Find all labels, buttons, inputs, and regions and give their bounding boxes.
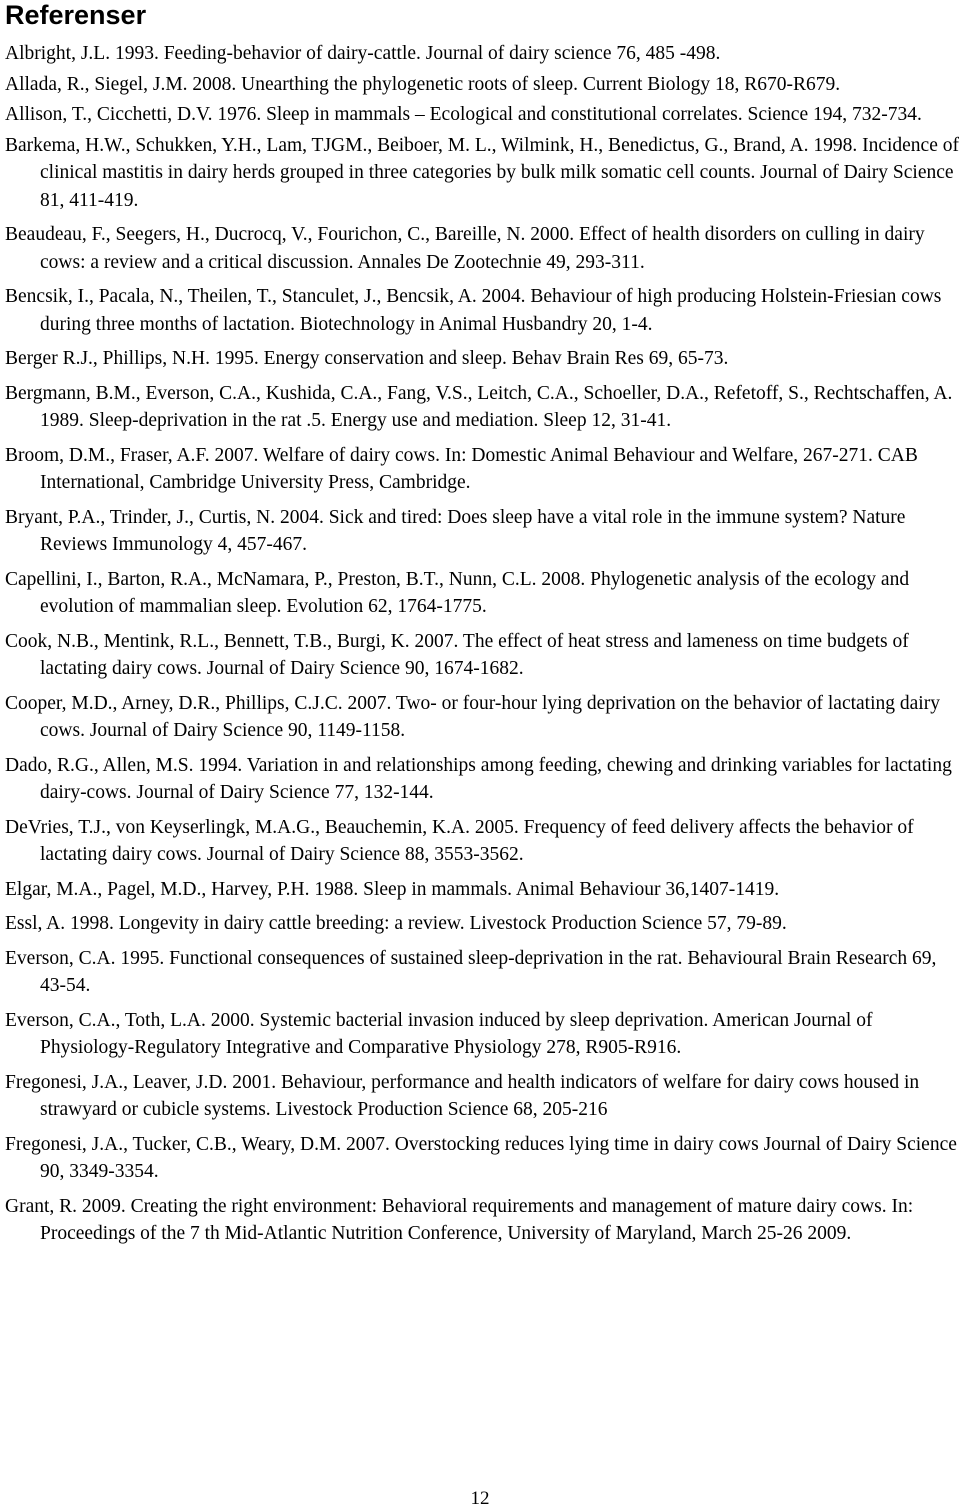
- reference-item: Dado, R.G., Allen, M.S. 1994. Variation in and relationships among feeding, chewing and drinking variables for lactating dairy-cows. Journal of Dairy Science 77, 132-144.: [5, 754, 952, 803]
- reference-item: Berger R.J., Phillips, N.H. 1995. Energy conservation and sleep. Behav Brain Res 69, 65-73.: [5, 348, 729, 369]
- reference-item: DeVries, T.J., von Keyserlingk, M.A.G., Beauchemin, K.A. 2005. Frequency of feed delivery affects the behavior of lactating dairy cows. Journal of Dairy Science 88, 3553-3562.: [5, 816, 914, 865]
- reference-item: Beaudeau, F., Seegers, H., Ducrocq, V., Fourichon, C., Bareille, N. 2000. Effect of health disorders on culling in dairy cows: a review and a critical discussion. Annales De Zootechnie 49, 293-311.: [5, 224, 925, 273]
- reference-item: Grant, R. 2009. Creating the right environment: Behavioral requirements and management of mature dairy cows. In: Proceedings of the 7 th Mid-Atlantic Nutrition Conference, University of Maryland, March 25-26 2009.: [5, 1195, 914, 1244]
- reference-item: Bergmann, B.M., Everson, C.A., Kushida, C.A., Fang, V.S., Leitch, C.A., Schoeller, D.A., Refetoff, S., Rechtschaffen, A. 1989. Sleep-deprivation in the rat .5. Energy use and mediation. Sleep 12, 31-41.: [5, 382, 953, 431]
- reference-list: [5, 40, 960, 1255]
- reference-item: Everson, C.A. 1995. Functional consequences of sustained sleep-deprivation in the rat. Behavioural Brain Research 69, 43-54.: [5, 947, 937, 996]
- reference-item: Bencsik, I., Pacala, N., Theilen, T., Stanculet, J., Bencsik, A. 2004. Behaviour of high producing Holstein-Friesian cows during three months of lactation. Biotechnology in Animal Husbandry 20, 1-4.: [5, 286, 942, 335]
- reference-item: Allada, R., Siegel, J.M. 2008. Unearthing the phylogenetic roots of sleep. Current Biology 18, R670-R679.: [5, 73, 841, 95]
- page-number: 12: [470, 1488, 490, 1509]
- reference-item: Fregonesi, J.A., Tucker, C.B., Weary, D.M. 2007. Overstocking reduces lying time in dairy cows Journal of Dairy Science 90, 3349-3354.: [5, 1133, 957, 1182]
- reference-item: Allison, T., Cicchetti, D.V. 1976. Sleep in mammals – Ecological and constitutional correlates. Science 194, 732-734.: [5, 104, 922, 125]
- reference-item: Essl, A. 1998. Longevity in dairy cattle breeding: a review. Livestock Production Science 57, 79-89.: [5, 913, 787, 934]
- reference-item: Cooper, M.D., Arney, D.R., Phillips, C.J.C. 2007. Two- or four-hour lying deprivation on the behavior of lactating dairy cows. Journal of Dairy Science 90, 1149-1158.: [5, 692, 940, 741]
- reference-item: Capellini, I., Barton, R.A., McNamara, P., Preston, B.T., Nunn, C.L. 2008. Phylogenetic analysis of the ecology and evolution of mammalian sleep. Evolution 62, 1764-1775.: [5, 568, 910, 617]
- reference-item: Albright, J.L. 1993. Feeding-behavior of dairy-cattle. Journal of dairy science 76, 485 -498.: [5, 43, 721, 64]
- reference-item: Elgar, M.A., Pagel, M.D., Harvey, P.H. 1988. Sleep in mammals. Animal Behaviour 36,1407-1419.: [5, 878, 780, 900]
- reference-item: Bryant, P.A., Trinder, J., Curtis, N. 2004. Sick and tired: Does sleep have a vital role in the immune system? Nature Reviews Immunology 4, 457-467.: [5, 506, 906, 555]
- reference-item: Broom, D.M., Fraser, A.F. 2007. Welfare of dairy cows. In: Domestic Animal Behaviour and Welfare, 267-271. CAB International, Cambridge University Press, Cambridge.: [5, 444, 918, 493]
- reference-item: Cook, N.B., Mentink, R.L., Bennett, T.B., Burgi, K. 2007. The effect of heat stress and lameness on time budgets of lactating dairy cows. Journal of Dairy Science 90, 1674-1682.: [5, 630, 909, 679]
- reference-item: Barkema, H.W., Schukken, Y.H., Lam, TJGM., Beiboer, M. L., Wilmink, H., Benedictus, G., Brand, A. 1998. Incidence of clinical mastitis in dairy herds grouped in three categories by bulk milk somatic cell counts. Journal of Dairy Science 81, 411-419.: [5, 134, 959, 211]
- page-heading: Referenser: [5, 0, 147, 30]
- reference-item: Fregonesi, J.A., Leaver, J.D. 2001. Behaviour, performance and health indicators of welfare for dairy cows housed in strawyard or cubicle systems. Livestock Production Science 68, 205-216: [5, 1071, 920, 1120]
- reference-item: Everson, C.A., Toth, L.A. 2000. Systemic bacterial invasion induced by sleep deprivation. American Journal of Physiology-Regulatory Integrative and Comparative Physiology 278, R905-R916.: [5, 1009, 873, 1058]
